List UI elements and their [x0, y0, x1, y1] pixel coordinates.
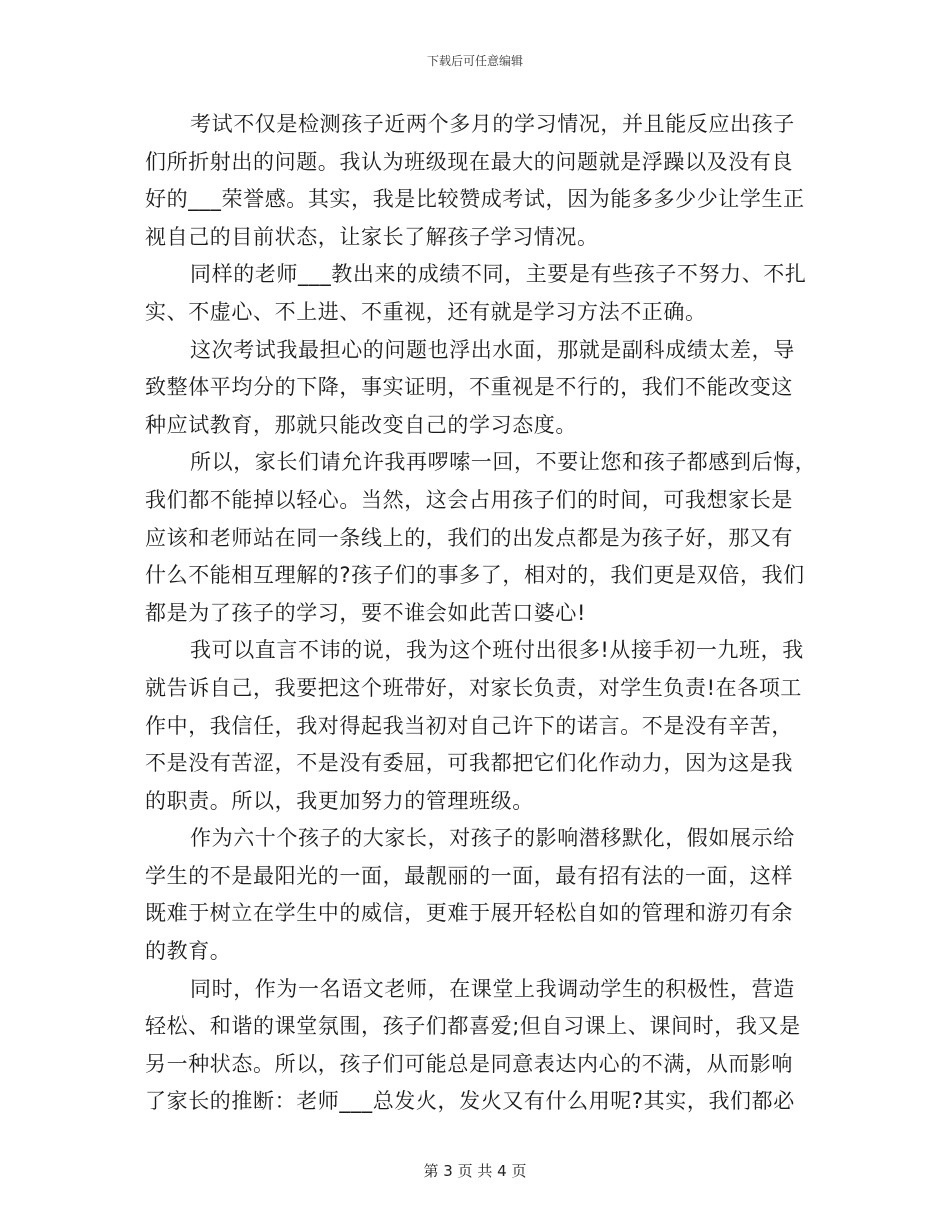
text-line: 作中，我信任，我对得起我当初对自己许下的诺言。不是没有辛苦，	[145, 713, 793, 738]
text-line: 什么不能相互理解的?孩子们的事多了，相对的，我们更是双倍，我们	[145, 563, 805, 588]
text-line: 不是没有苦涩，不是没有委屈，可我都把它们化作动力，因为这是我	[145, 751, 793, 776]
paragraph	[145, 971, 815, 1121]
text-line: 实、不虚心、不上进、不重视，还有就是学习方法不正确。	[145, 299, 707, 324]
text-line: 的教育。	[145, 939, 232, 964]
text-line: 都是为了孩子的学习，要不谁会如此苦口婆心!	[145, 600, 587, 625]
text-line: 应该和老师站在同一条线上的，我们的出发点都是为孩子好，那又有	[145, 525, 793, 550]
paragraph	[145, 632, 815, 820]
text-line: 作为六十个孩子的大家长，对孩子的影响潜移默化，假如展示给	[190, 826, 795, 851]
paragraph	[145, 444, 815, 632]
text-line: 就告诉自己，我要把这个班带好，对家长负责，对学生负责!在各项工	[145, 675, 803, 700]
text-line: 我们都不能掉以轻心。当然，这会占用孩子们的时间，可我想家长是	[145, 487, 793, 512]
text-line: 既难于树立在学生中的威信，更难于展开轻松自如的管理和游刃有余	[145, 901, 793, 926]
paragraph	[145, 106, 815, 256]
paragraph	[145, 332, 815, 445]
page-header: 下载后可任意编辑	[426, 54, 523, 68]
text-line: 轻松、和谐的课堂氛围，孩子们都喜爱;但自习课上、课间时，我又是	[145, 1014, 801, 1039]
text-line: 考试不仅是检测孩子近两个多月的学习情况，并且能反应出孩子	[190, 112, 795, 136]
text-line: 同时，作为一名语文老师，在课堂上我调动学生的积极性，营造	[190, 976, 795, 1001]
text-line: 好的___荣誉感。其实，我是比较赞成考试，因为能多多少少让学生正	[145, 187, 805, 212]
text-line: 同样的老师___教出来的成绩不同，主要是有些孩子不努力、不扎	[190, 262, 807, 287]
paragraph	[145, 256, 815, 331]
text-line: 种应试教育，那就只能改变自己的学习态度。	[145, 412, 577, 437]
text-line: 我可以直言不讳的说，我为这个班付出很多!从接手初一九班，我	[190, 638, 804, 663]
text-line: 所以，家长们请允许我再啰嗦一回，不要让您和孩子都感到后悔，	[190, 450, 817, 475]
text-line: 学生的不是最阳光的一面，最靓丽的一面，最有招有法的一面，这样	[145, 863, 793, 888]
text-line: 了家长的推断：老师___总发火，发火又有什么用呢?其实，我们都必	[145, 1089, 795, 1114]
text-line: 视自己的目前状态，让家长了解孩子学习情况。	[145, 224, 599, 249]
document-body	[145, 106, 815, 1121]
text-line: 这次考试我最担心的问题也浮出水面，那就是副科成绩太差，导	[190, 337, 795, 362]
text-line: 另一种状态。所以，孩子们可能总是同意表达内心的不满，从而影响	[145, 1051, 793, 1076]
page-number: 第 3 页 共 4 页	[423, 1162, 527, 1180]
text-line: 的职责。所以，我更加努力的管理班级。	[145, 788, 534, 813]
text-line: 们所折射出的问题。我认为班级现在最大的问题就是浮躁以及没有良	[145, 149, 793, 174]
text-line: 致整体平均分的下降，事实证明，不重视是不行的，我们不能改变这	[145, 375, 793, 400]
paragraph	[145, 820, 815, 970]
